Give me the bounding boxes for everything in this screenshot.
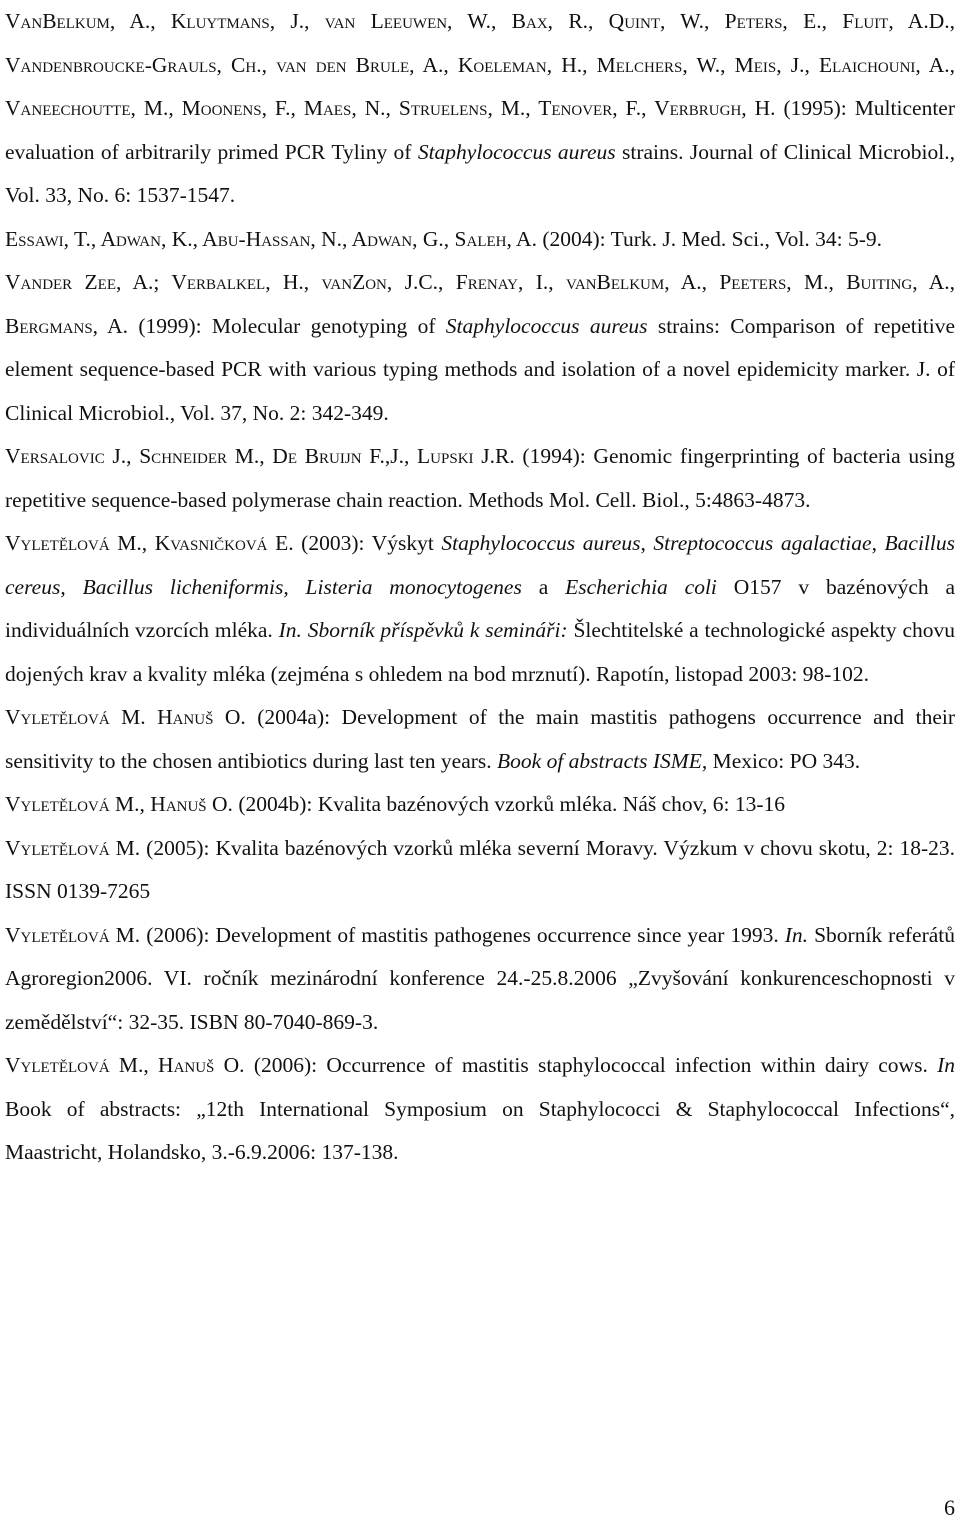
italic-text: Bacillus licheniformis, Listeria monocytogenes bbox=[82, 574, 522, 599]
reference-text: (1995): Multicenter evaluation of arbitrarily primed PCR Tyliny of bbox=[5, 96, 955, 164]
page-number: 6 bbox=[944, 1495, 955, 1520]
reference-entry bbox=[5, 435, 955, 522]
italic-text: Book of abstracts ISME bbox=[497, 748, 702, 773]
reference-text: Book of abstracts: „12th International Symposium on Staphylococci & Staphylococcal Infections“, Maastricht, Holandsko, 3.-6.9.2006: 137-138. bbox=[5, 1096, 955, 1164]
reference-text: , bbox=[871, 531, 885, 555]
reference-text: a bbox=[521, 574, 566, 599]
reference-entry bbox=[5, 218, 955, 262]
reference-entry bbox=[5, 914, 955, 1045]
reference-text: , bbox=[640, 531, 654, 555]
reference-authors: Essawi, T., Adwan, K., Abu-Hassan, N., Adwan, G., Saleh, A. bbox=[5, 226, 537, 251]
reference-text: (2005): Kvalita bazénových vzorků mléka severní Moravy. Výzkum v chovu skotu, 2: 18-23. ISSN 0139-7265 bbox=[5, 835, 955, 903]
reference-text: (2004): Turk. J. Med. Sci., Vol. 34: 5-9. bbox=[536, 226, 883, 251]
reference-authors: Vyletělová M. bbox=[5, 922, 141, 947]
reference-text: (2003): Výskyt bbox=[293, 531, 442, 555]
reference-text: (1994): Genomic fingerprinting of bacteria using repetitive sequence-based polymerase chain reaction. Methods Mol. Cell. Biol., 5:4863-4873. bbox=[5, 444, 955, 512]
reference-text: (2006): Occurrence of mastitis staphylococcal infection within dairy cows. bbox=[244, 1053, 938, 1077]
reference-authors: Versalovic J., Schneider M., De Bruijn F.,J., Lupski J.R. bbox=[5, 444, 515, 468]
italic-text: Streptococcus agalactiae bbox=[653, 531, 872, 555]
reference-entry bbox=[5, 261, 955, 435]
italic-text: In. bbox=[784, 922, 809, 947]
reference-entry bbox=[5, 522, 955, 696]
reference-text: O157 v bazénových a individuálních vzorcích mléka. bbox=[5, 574, 956, 642]
reference-list bbox=[5, 0, 955, 1175]
italic-text: Escherichia coli bbox=[565, 574, 717, 599]
reference-text: , bbox=[60, 574, 83, 599]
reference-text: (1999): Molecular genotyping of bbox=[128, 313, 446, 338]
reference-authors: Vyletělová M., Hanuš O. bbox=[5, 792, 233, 816]
reference-text: , Mexico: PO 343. bbox=[701, 748, 861, 773]
italic-text: Bacillus cereus bbox=[5, 531, 956, 599]
reference-authors: Vyletělová M. Hanuš O. bbox=[5, 705, 246, 729]
reference-text: strains: Comparison of repetitive element sequence-based PCR with various typing methods and isolation of a novel epidemicity marker. J. of Clinical Microbiol., Vol. 37, No. 2: 342-349. bbox=[5, 313, 955, 425]
italic-text: Staphylococcus aureus bbox=[441, 531, 641, 555]
reference-text: (2004b): Kvalita bazénových vzorků mléka. Náš chov, 6: 13-16 bbox=[232, 792, 786, 816]
reference-authors: Vyletělová M., Kvasničková E. bbox=[5, 531, 294, 555]
reference-authors: Vyletělová M. bbox=[5, 835, 141, 860]
reference-entry bbox=[5, 783, 955, 827]
reference-authors: Vander Zee, A.; Verbalkel, H., vanZon, J.C., Frenay, I., vanBelkum, A., Peeters, M., Buiting, A., Bergmans, A. bbox=[5, 270, 955, 338]
reference-text: Šlechtitelské a technologické aspekty chovu dojených krav a kvality mléka (zejména s ohledem na bod mrznutí). Rapotín, listopad 2003: 98-102. bbox=[5, 618, 955, 686]
reference-text: strains. Journal of Clinical Microbiol., Vol. 33, No. 6: 1537-1547. bbox=[5, 139, 955, 207]
reference-text: Sborník referátů Agroregion2006. VI. ročník mezinárodní konference 24.-25.8.2006 „Zvyšování konkurenceschopnosti v zemědělství“: 32-35. ISBN 80-7040-869-3. bbox=[5, 922, 956, 1034]
reference-text: (2006): Development of mastitis pathogenes occurrence since year 1993. bbox=[140, 922, 785, 947]
reference-entry bbox=[5, 1044, 955, 1175]
reference-entry bbox=[5, 696, 955, 783]
reference-entry bbox=[5, 827, 955, 914]
reference-authors: Vyletělová M., Hanuš O. bbox=[5, 1053, 245, 1077]
reference-authors: VanBelkum, A., Kluytmans, J., van Leeuwen, W., Bax, R., Quint, W., Peters, E., Fluit, A.D., Vandenbroucke-Grauls, Ch., van den Brule, A., Koeleman, H., Melchers, W., Meis, J., Elaichouni, A., Vaneechoutte, M., Moonens, F., Maes, N., Struelens, M., Tenover, F., Verbrugh, H. bbox=[5, 9, 955, 120]
reference-entry bbox=[5, 0, 955, 218]
italic-text: Staphylococcus aureus bbox=[417, 139, 616, 164]
reference-text: (2004a): Development of the main mastitis pathogens occurrence and their sensitivity to the chosen antibiotics during last ten years. bbox=[5, 705, 955, 773]
italic-text: Staphylococcus aureus bbox=[445, 313, 648, 338]
italic-text: In bbox=[937, 1053, 955, 1077]
italic-text: In. Sborník příspěvků k semináři: bbox=[278, 618, 568, 642]
